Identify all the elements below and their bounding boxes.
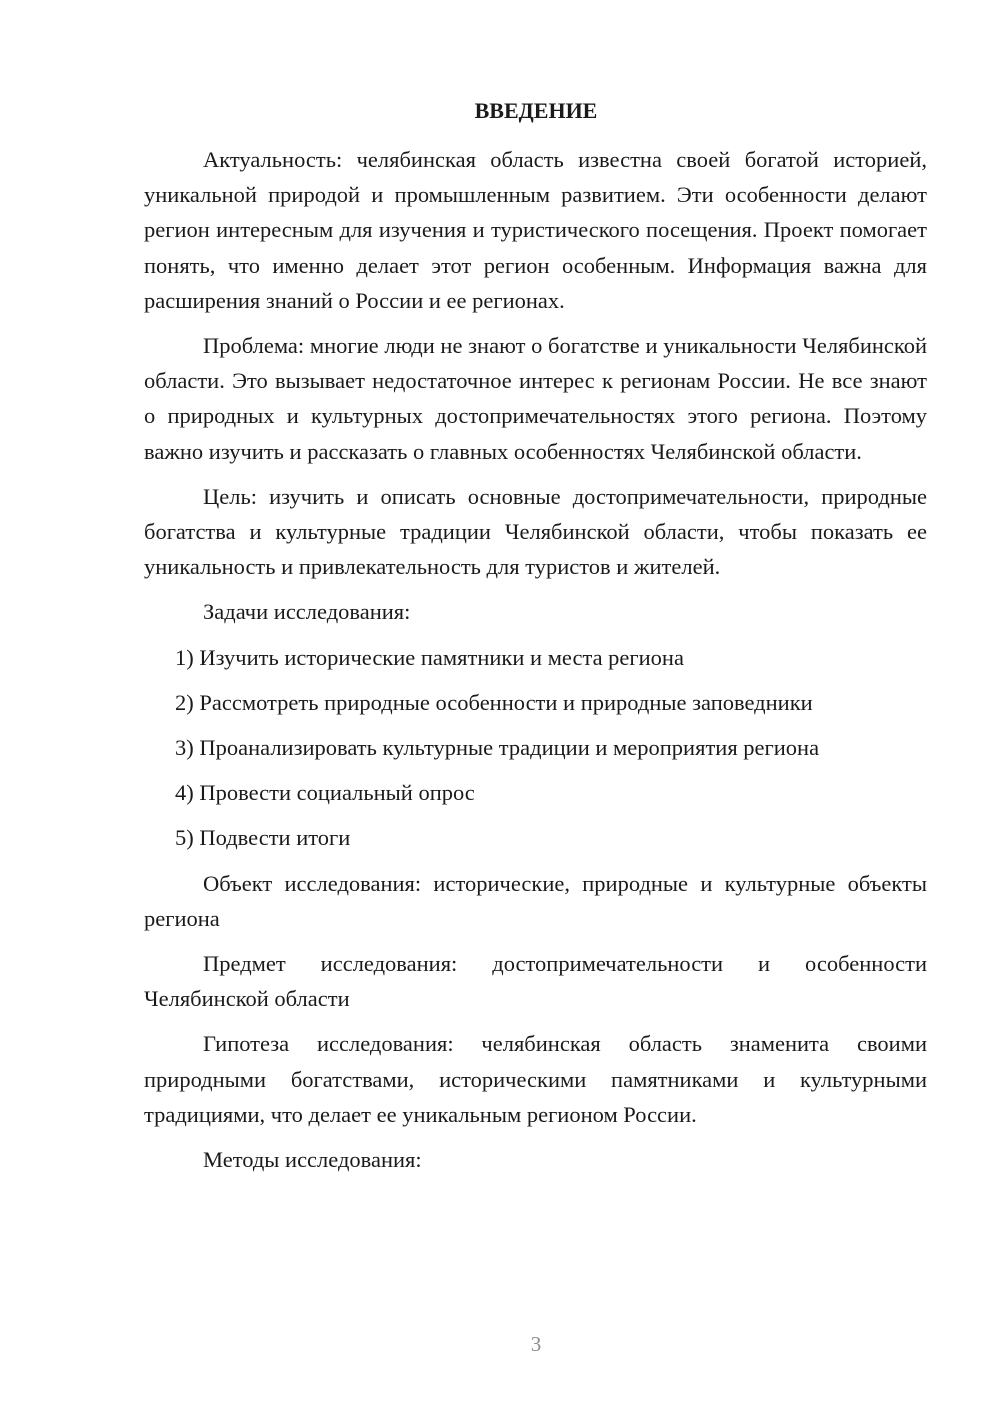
paragraph-hypothesis: Гипотеза исследования: челябинская область знаменита своими природными богатствами, историческими памятниками и культурными традициями, что делает ее уникальным регионом России. <box>144 1031 927 1127</box>
list-item: 3) Проанализировать культурные традиции и мероприятия региона <box>175 735 820 761</box>
paragraph-goal: Цель: изучить и описать основные достопримечательности, природные богатства и культурные традиции Челябинской области, чтобы показать ее уникальность и привлекательность для туристов и жителей. <box>144 483 927 580</box>
paragraph-subject: Предмет исследования: достопримечательности и особенности Челябинской области <box>144 951 927 1012</box>
methods-heading: Методы исследования: <box>203 1147 422 1173</box>
list-item: 5) Подвести итоги <box>175 825 351 851</box>
list-item: 4) Провести социальный опрос <box>175 780 475 806</box>
tasks-list <box>144 640 927 856</box>
list-item: 2) Рассмотреть природные особенности и природные заповедники <box>175 689 813 715</box>
tasks-heading: Задачи исследования: <box>203 599 411 625</box>
page-number: 3 <box>530 1332 542 1356</box>
paragraph-relevance: Актуальность: челябинская область известна своей богатой историей, уникальной природой и промышленным развитием. Эти особенности делают регион интересным для изучения и туристического посещения. Проект помогает понять, что именно делает этот регион особенным. Информация важна для расширения знаний о России и ее регионах. <box>144 147 927 313</box>
document-body <box>144 142 927 1187</box>
list-item: 1) Изучить исторические памятники и места региона <box>175 644 684 670</box>
paragraph-problem: Проблема: многие люди не знают о богатстве и уникальности Челябинской области. Это вызывает недостаточное интерес к регионам России. Не все знают о природных и культурных достопримечательностях этого региона. Поэтому важно изучить и рассказать о главных особенностях Челябинской области. <box>144 333 927 464</box>
paragraph-object: Объект исследования: исторические, природные и культурные объекты региона <box>144 870 927 931</box>
page-title: ВВЕДЕНИЕ <box>474 98 598 123</box>
